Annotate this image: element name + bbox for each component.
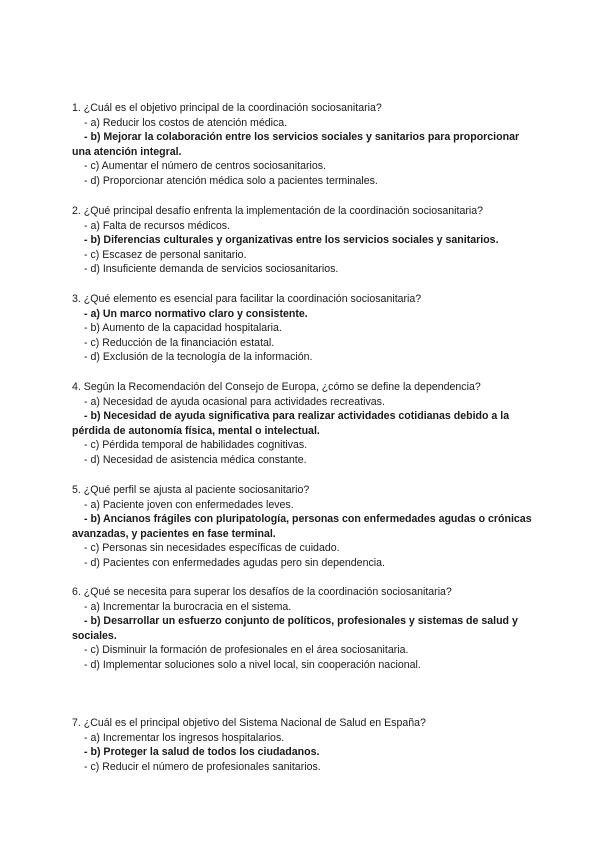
option-a: - a) Paciente joven con enfermedades leves. bbox=[84, 498, 294, 511]
question-text: 5. ¿Qué perfil se ajusta al paciente sociosanitario? bbox=[72, 484, 310, 496]
option-c: - c) Personas sin necesidades específicas de cuidado. bbox=[84, 542, 340, 555]
question-6 bbox=[72, 585, 532, 673]
question-7 bbox=[72, 716, 532, 774]
option-d: - d) Implementar soluciones solo a nivel local, sin cooperación nacional. bbox=[84, 658, 421, 671]
option-c: - c) Aumentar el número de centros sociosanitarios. bbox=[84, 160, 327, 173]
question-2 bbox=[72, 204, 532, 277]
option-b-correct: - b) Desarrollar un esfuerzo conjunto de políticos, profesionales y sistemas de salud y sociales. bbox=[72, 615, 518, 642]
option-a: - a) Reducir los costos de atención médica. bbox=[84, 116, 288, 129]
option-d: - d) Pacientes con enfermedades agudas pero sin dependencia. bbox=[84, 556, 385, 569]
option-b-correct: - b) Mejorar la colaboración entre los servicios sociales y sanitarios para proporcionar una atención integral. bbox=[72, 131, 520, 158]
option-d: - d) Proporcionar atención médica solo a pacientes terminales. bbox=[84, 174, 378, 187]
question-text: 1. ¿Cuál es el objetivo principal de la coordinación sociosanitaria? bbox=[72, 102, 382, 114]
question-text: 6. ¿Qué se necesita para superar los desafíos de la coordinación sociosanitaria? bbox=[72, 586, 452, 598]
option-b-correct: - b) Proteger la salud de todos los ciudadanos. bbox=[84, 746, 320, 759]
option-d: - d) Exclusión de la tecnología de la información. bbox=[84, 351, 313, 364]
question-text: 3. ¿Qué elemento es esencial para facilitar la coordinación sociosanitaria? bbox=[72, 293, 422, 305]
option-c: - c) Disminuir la formación de profesionales en el área sociosanitaria. bbox=[84, 644, 409, 657]
question-1 bbox=[72, 101, 532, 189]
question-5 bbox=[72, 483, 532, 571]
option-d: - d) Necesidad de asistencia médica constante. bbox=[84, 453, 307, 466]
question-3 bbox=[72, 292, 532, 365]
option-b-correct: - b) Diferencias culturales y organizativas entre los servicios sociales y sanitarios. bbox=[84, 234, 499, 247]
option-c: - c) Reducción de la financiación estatal. bbox=[84, 336, 275, 349]
option-a-correct: - a) Un marco normativo claro y consistente. bbox=[84, 307, 308, 320]
option-a: - a) Incrementar la burocracia en el sistema. bbox=[84, 600, 292, 613]
option-d: - d) Insuficiente demanda de servicios sociosanitarios. bbox=[84, 263, 339, 276]
option-c: - c) Escasez de personal sanitario. bbox=[84, 248, 247, 261]
option-b-correct: - b) Necesidad de ayuda significativa para realizar actividades cotidianas debido a la pérdida de autonomía física, mental o intelectual. bbox=[72, 410, 510, 437]
option-a: - a) Incrementar los ingresos hospitalarios. bbox=[84, 731, 285, 744]
question-text: 2. ¿Qué principal desafío enfrenta la implementación de la coordinación sociosanitaria? bbox=[72, 205, 484, 217]
question-4 bbox=[72, 380, 532, 468]
option-b: - b) Aumento de la capacidad hospitalaria. bbox=[84, 322, 282, 335]
question-text: 4. Según la Recomendación del Consejo de Europa, ¿cómo se define la dependencia? bbox=[72, 381, 481, 393]
option-b-correct: - b) Ancianos frágiles con pluripatología, personas con enfermedades agudas o crónicas avanzadas, y pacientes en fase terminal. bbox=[72, 513, 532, 540]
option-c: - c) Reducir el número de profesionales sanitarios. bbox=[84, 760, 321, 773]
option-a: - a) Necesidad de ayuda ocasional para actividades recreativas. bbox=[84, 395, 385, 408]
option-a: - a) Falta de recursos médicos. bbox=[84, 219, 231, 232]
option-c: - c) Pérdida temporal de habilidades cognitivas. bbox=[84, 439, 308, 452]
question-text: 7. ¿Cuál es el principal objetivo del Sistema Nacional de Salud en España? bbox=[72, 717, 426, 729]
